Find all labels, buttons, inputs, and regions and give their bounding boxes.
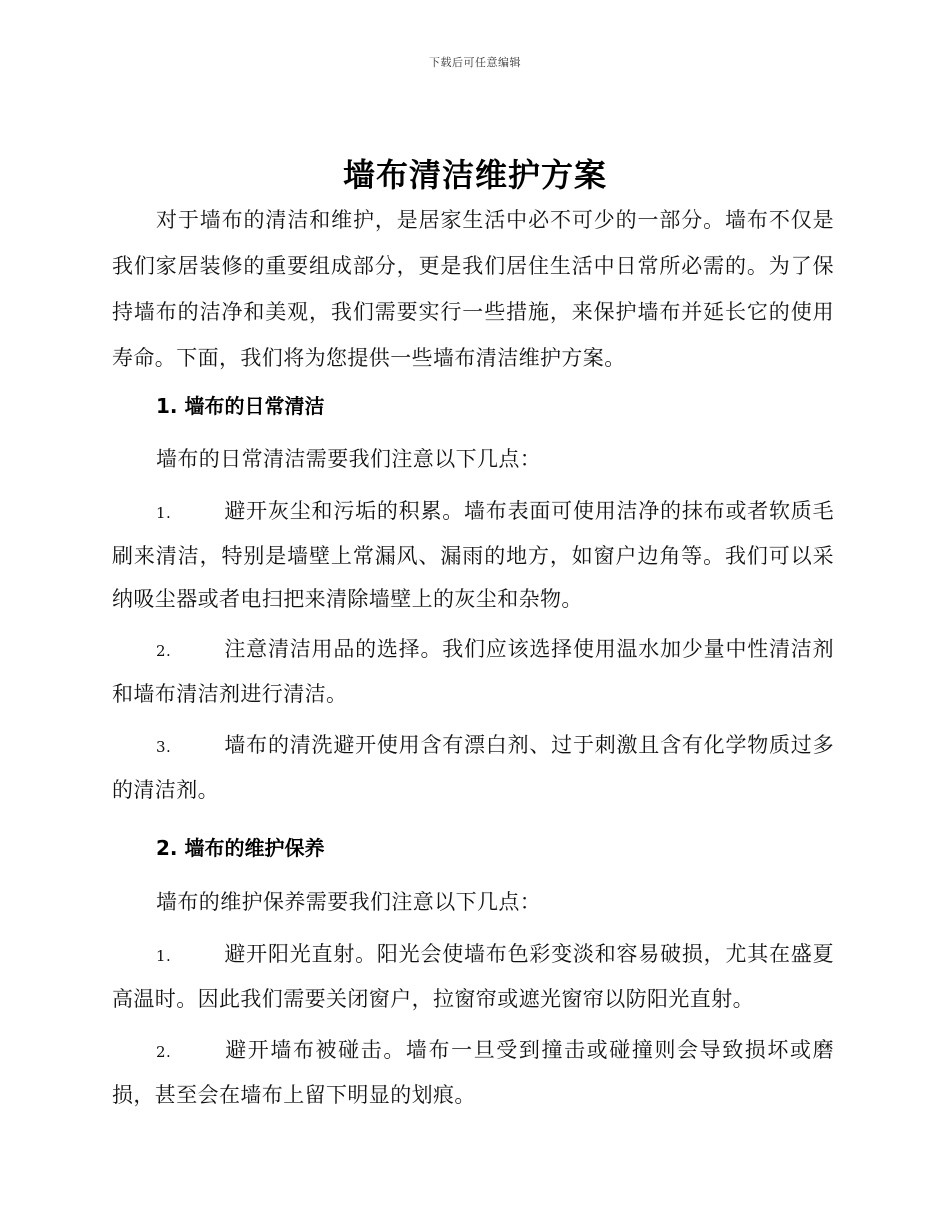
section-heading-maintenance: 2. 墙布的维护保养 bbox=[156, 836, 325, 860]
list-item-text: 注意清洁用品的选择。我们应该选择使用温水加少量中性清洁剂和墙布清洁剂进行清洁。 bbox=[112, 637, 834, 706]
section-heading-daily-cleaning: 1. 墙布的日常清洁 bbox=[156, 394, 325, 418]
list-item bbox=[112, 724, 834, 812]
list-item-number: 1. bbox=[156, 504, 172, 522]
section-intro-daily-cleaning: 墙布的日常清洁需要我们注意以下几点： bbox=[156, 447, 542, 471]
list-item-number: 2. bbox=[156, 1043, 172, 1061]
list-item bbox=[112, 933, 834, 1021]
list-item-text: 墙布的清洗避开使用含有漂白剂、过于刺激且含有化学物质过多的清洁剂。 bbox=[112, 733, 834, 802]
list-item-number: 2. bbox=[156, 642, 172, 660]
document-title: 墙布清洁维护方案 bbox=[342, 156, 607, 194]
list-item bbox=[112, 490, 834, 621]
list-item-text: 避开墙布被碰击。墙布一旦受到撞击或碰撞则会导致损坏或磨损，甚至会在墙布上留下明显的划痕。 bbox=[112, 1038, 834, 1107]
header-note: 下载后可任意编辑 bbox=[429, 56, 521, 69]
section-intro-maintenance: 墙布的维护保养需要我们注意以下几点： bbox=[156, 890, 542, 914]
intro-paragraph: 对于墙布的清洁和维护，是居家生活中必不可少的一部分。墙布不仅是我们家居装修的重要组成部分，更是我们居住生活中日常所必需的。为了保持墙布的洁净和美观，我们需要实行一些措施，来保护墙布并延长它的使用寿命。下面，我们将为您提供一些墙布清洁维护方案。 bbox=[112, 208, 834, 370]
list-item-text: 避开灰尘和污垢的积累。墙布表面可使用洁净的抹布或者软质毛刷来清洁，特别是墙壁上常漏风、漏雨的地方，如窗户边角等。我们可以采纳吸尘器或者电扫把来清除墙壁上的灰尘和杂物。 bbox=[112, 499, 834, 611]
list-item-number: 3. bbox=[156, 738, 172, 756]
list-item-text: 避开阳光直射。阳光会使墙布色彩变淡和容易破损，尤其在盛夏高温时。因此我们需要关闭窗户，拉窗帘或遮光窗帘以防阳光直射。 bbox=[112, 942, 834, 1011]
list-item-number: 1. bbox=[156, 947, 172, 965]
list-item bbox=[112, 628, 834, 716]
list-item bbox=[112, 1029, 834, 1117]
